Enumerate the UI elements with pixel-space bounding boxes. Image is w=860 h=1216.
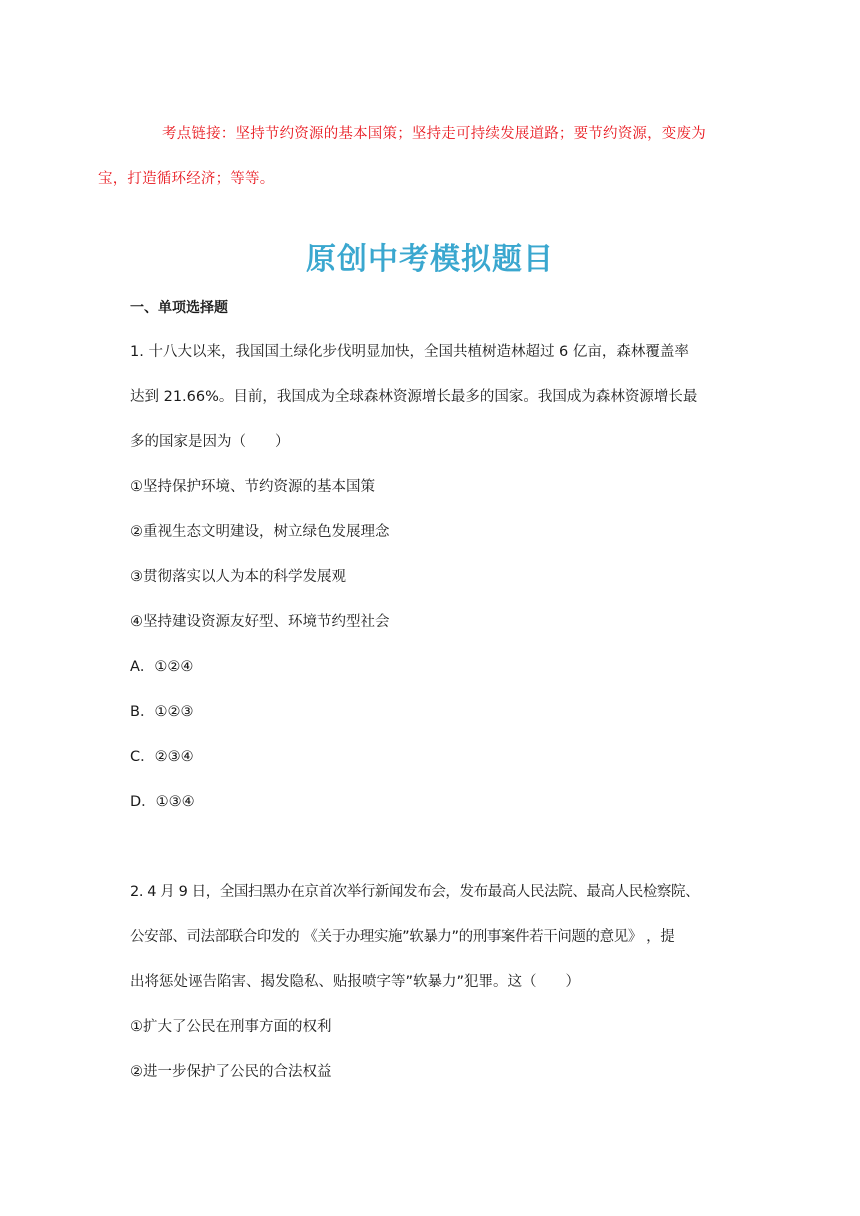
exam-link-note [98, 112, 730, 202]
question2-stem-line3: 出将惩处诬告陷害、揭发隐私、贴报喷字等”软暴力”犯罪。这（ ） [130, 974, 581, 990]
exam-link-note-line1: 考点链接：坚持节约资源的基本国策；坚持走可持续发展道路；要节约资源，变废为 [162, 126, 706, 142]
question2-stem-line2: 公安部、司法部联合印发的 《关于办理实施”软暴力”的刑事案件若干问题的意见》 ，提 [130, 929, 675, 945]
question1-stem-line2: 达到 21.66%。目前，我国成为全球森林资源增长最多的国家。我国成为森林资源增长最 [130, 389, 698, 405]
question1-option-b: B．①②③ [130, 704, 194, 720]
question1-statement-1: ①坚持保护环境、节约资源的基本国策 [130, 479, 375, 495]
question2-statement-2: ②进一步保护了公民的合法权益 [130, 1064, 332, 1080]
question2-statement-1: ①扩大了公民在刑事方面的权利 [130, 1019, 332, 1035]
page-title: 原创中考模拟题目 [306, 242, 554, 277]
question1-option-d: D．①③④ [130, 794, 195, 810]
question1-stem-line1: 1. 十八大以来，我国国土绿化步伐明显加快，全国共植树造林超过 6 亿亩，森林覆盖率 [130, 344, 689, 360]
exam-link-note-line2: 宝，打造循环经济；等等。 [98, 171, 275, 187]
question1-statement-3: ③贯彻落实以人为本的科学发展观 [130, 569, 346, 585]
question1-statement-4: ④坚持建设资源友好型、环境节约型社会 [130, 614, 390, 630]
section-heading: 一、单项选择题 [130, 300, 228, 316]
question1-statement-2: ②重视生态文明建设，树立绿色发展理念 [130, 524, 390, 540]
question1-option-a: A．①②④ [130, 659, 194, 675]
question1-option-c: C．②③④ [130, 749, 194, 765]
question2-stem-line1: 2. 4 月 9 日，全国扫黑办在京首次举行新闻发布会，发布最高人民法院、最高人民检察院、 [130, 884, 700, 900]
question1-stem-line3: 多的国家是因为（ ） [130, 434, 290, 450]
